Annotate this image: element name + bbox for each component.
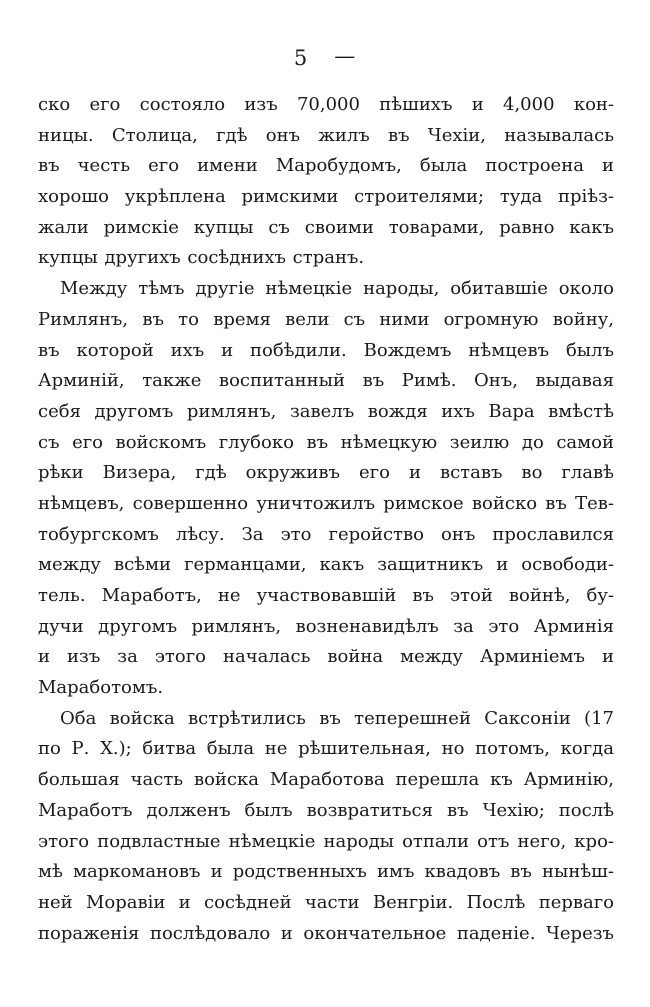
text-line: купцы другихъ сосѣднихъ странъ. — [38, 247, 365, 269]
text-line: Римлянъ, въ то время вели съ ними огромную войну, — [38, 308, 614, 330]
text-line: въ честь его имени Маробудомъ, была построена и — [38, 155, 614, 177]
text-line: между всѣми германцами, какъ защитникъ и освободи- — [38, 554, 614, 576]
text-line: и изъ за этого началась война между Арминіемъ и — [38, 646, 614, 668]
text-line: хорошо укрѣплена римскими строителями; туда пріѣз- — [38, 186, 614, 208]
page-header — [0, 42, 650, 74]
text-line: Между тѣмъ другіе нѣмецкіе народы, обитавшіе около — [60, 278, 614, 300]
text-line: по Р. Х.); битва была не рѣшительная, но потомъ, когда — [38, 738, 614, 760]
text-line: нѣмцевъ, совершенно уничтожилъ римское войско въ Тев- — [38, 492, 614, 514]
header-dash: — — [334, 44, 357, 68]
text-line: пораженія послѣдовало и окончательное паденіе. Черезъ — [38, 922, 614, 944]
text-line: ницы. Столица, гдѣ онъ жилъ въ Чехіи, называлась — [38, 124, 614, 146]
text-line: жали римскіе купцы съ своими товарами, равно какъ — [38, 216, 614, 238]
text-line: тобургскомъ лѣсу. За это геройство онъ прославился — [38, 523, 614, 545]
text-line: ско его состояло изъ 70,000 пѣшихъ и 4,000 кон- — [38, 94, 614, 115]
text-line: дучи другомъ римлянъ, возненавидѣлъ за это Арминія — [38, 615, 614, 637]
page-number: 5 — [293, 46, 309, 70]
text-line: Оба войска встрѣтились въ теперешней Саксоніи (17 — [60, 707, 614, 729]
text-line: мѣ маркомановъ и родственныхъ имъ квадовъ въ нынѣш- — [38, 861, 614, 883]
text-line: въ которой ихъ и побѣдили. Вождемъ нѣмцевъ былъ — [38, 339, 614, 361]
text-line: съ его войскомъ глубоко въ нѣмецкую зеилю до самой — [38, 431, 614, 453]
text-line: ней Моравіи и сосѣдней части Венгріи. Послѣ перваго — [38, 891, 614, 913]
text-line: Маработъ долженъ былъ возвратиться въ Чехію; послѣ — [38, 799, 614, 821]
text-line: Арминій, также воспитанный въ Римѣ. Онъ, выдавая — [38, 370, 614, 392]
text-line: большая часть войска Маработова перешла къ Арминію, — [38, 769, 614, 791]
text-line: этого подвластные нѣмецкіе народы отпали отъ него, кро- — [38, 830, 614, 852]
text-line: рѣки Визера, гдѣ окруживъ его и вставъ во главѣ — [38, 462, 614, 484]
text-line: Маработомъ. — [38, 677, 164, 699]
text-line: себя другомъ римлянъ, завелъ вождя ихъ Вара вмѣстѣ — [38, 400, 614, 422]
page-text — [38, 90, 614, 949]
text-line: тель. Маработъ, не участвовавшій въ этой войнѣ, бу- — [38, 585, 614, 606]
